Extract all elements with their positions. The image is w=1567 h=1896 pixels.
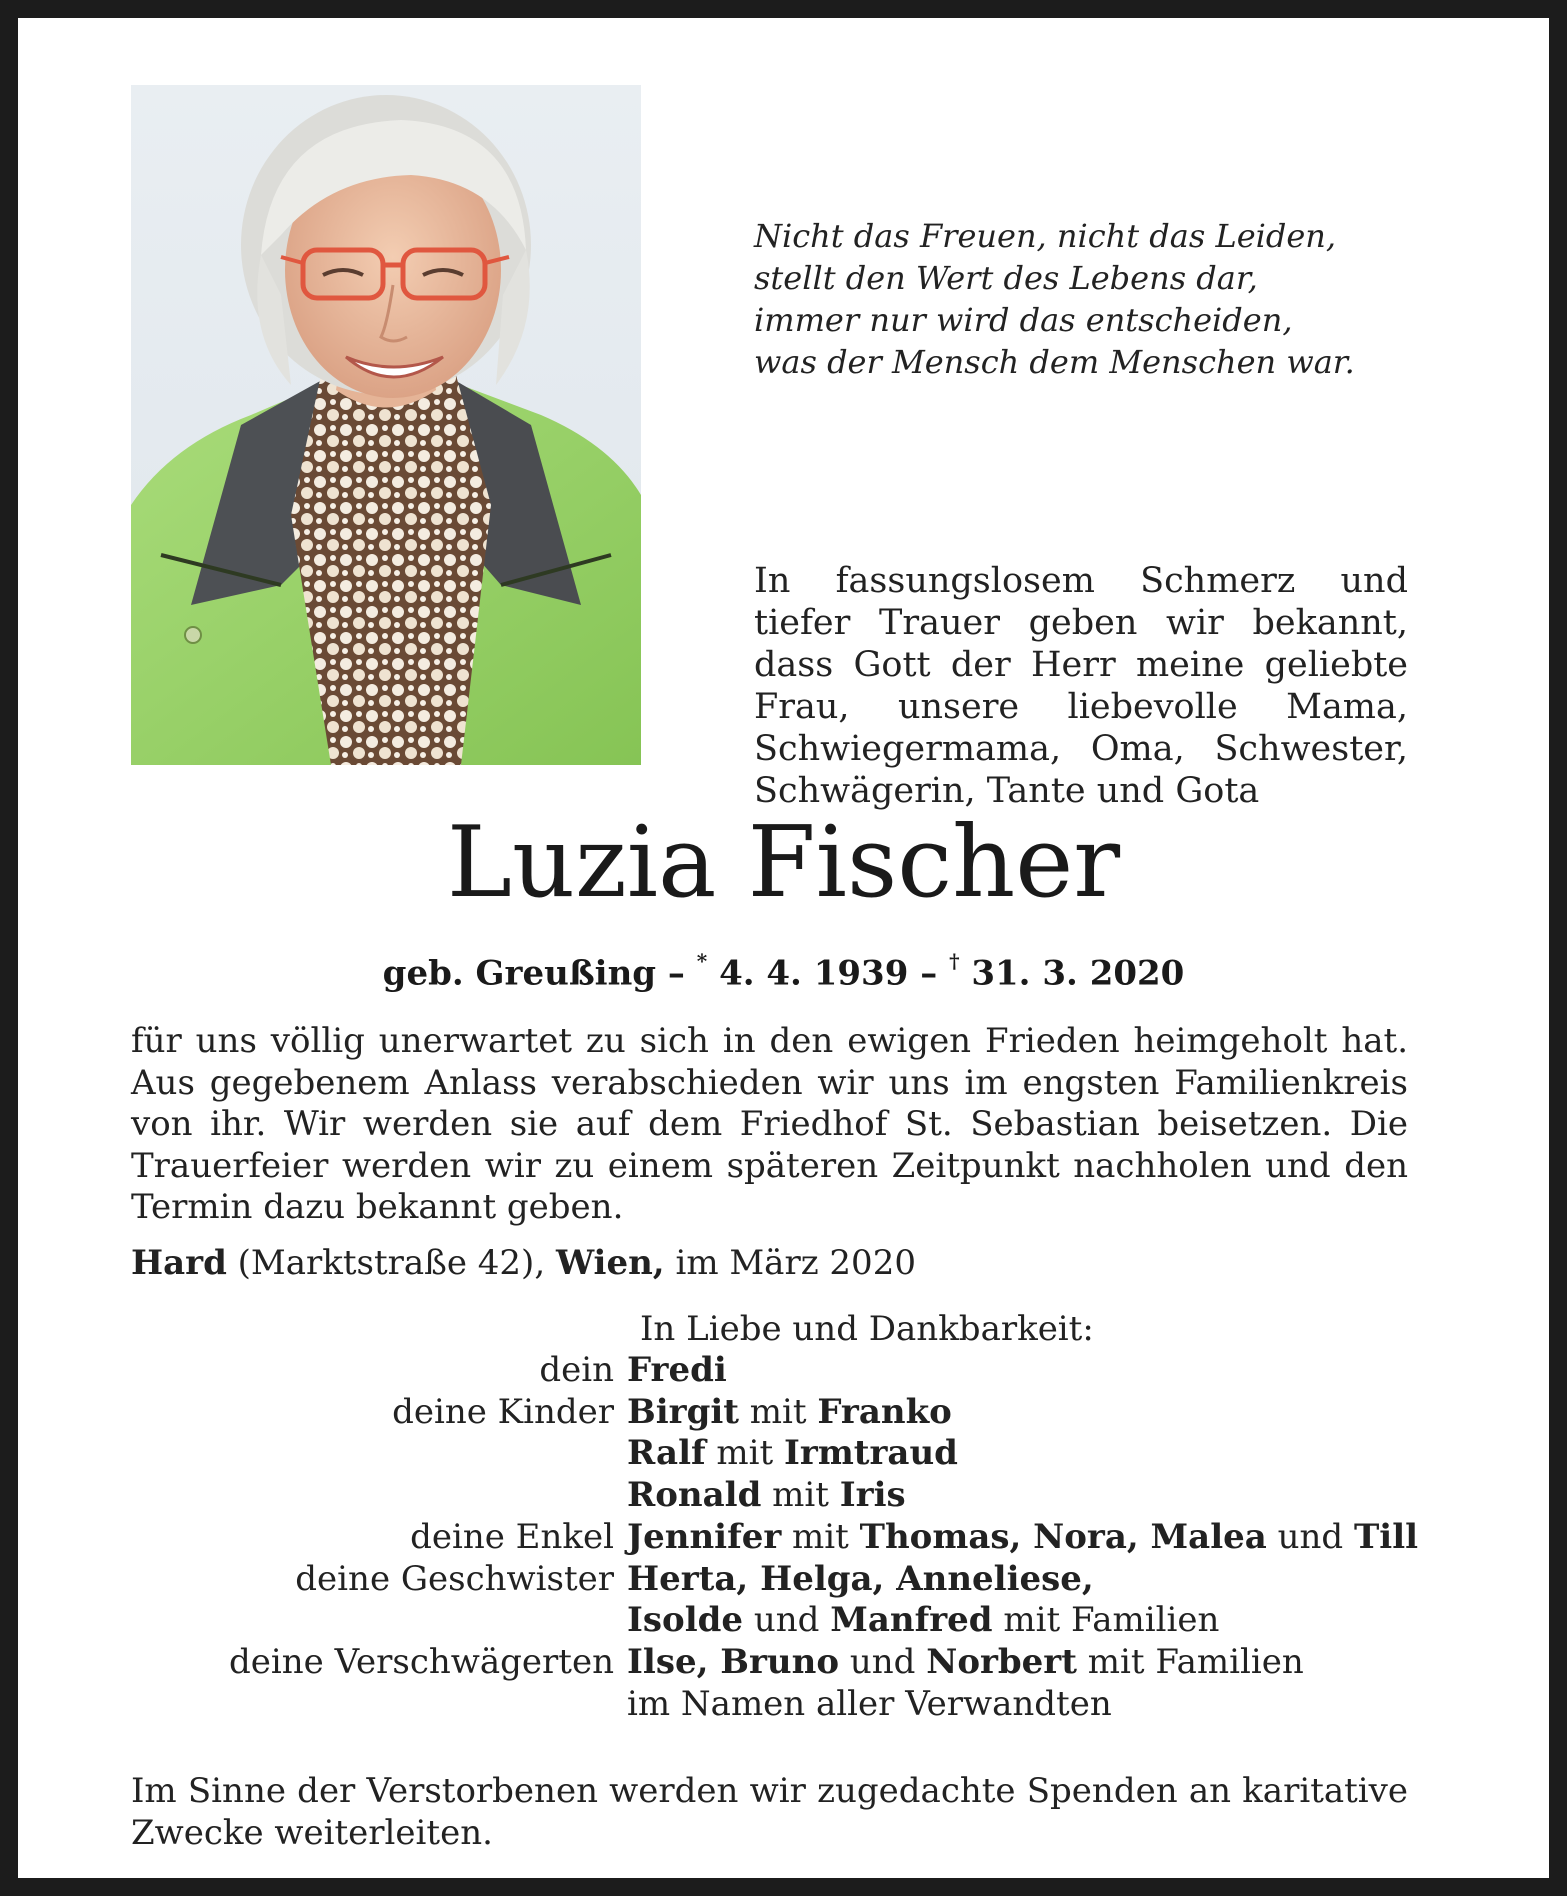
mourner-names: [627, 1600, 1219, 1642]
announcement-intro: In fassungslosem Schmerz und tiefer Trauer geben wir bekannt, dass Gott der Herr meine geliebte Frau, unsere liebevolle Mama, Schwiegermama, Oma, Schwester, Schwägerin, Tante und Gota: [754, 561, 1408, 811]
memorial-poem: [754, 215, 1454, 383]
place-city: Wien,: [555, 1243, 665, 1283]
mourner-names: [627, 1392, 952, 1434]
mourner-connector: und: [743, 1600, 831, 1641]
life-dates: [18, 943, 1549, 995]
place-date-line: [131, 1242, 1131, 1284]
mourner-name: Jennifer: [627, 1516, 782, 1557]
date-separator: –: [908, 953, 950, 994]
mourner-name: Birgit: [627, 1391, 739, 1432]
mourner-name: Fredi: [627, 1350, 727, 1390]
mourner-connector: und: [839, 1641, 927, 1682]
mourner-relation: [131, 1684, 627, 1726]
gratitude-line: In Liebe und Dankbarkeit:: [640, 1309, 1094, 1349]
mourner-name: Irmtraud: [784, 1433, 958, 1474]
poem-line: stellt den Wert des Lebens dar,: [754, 259, 1258, 297]
mourners-list: [131, 1350, 1431, 1725]
mourner-names: [627, 1559, 1094, 1601]
deceased-name: Luzia Fischer: [446, 806, 1121, 920]
place-address: (Marktstraße 42),: [226, 1243, 556, 1283]
mourner-name: Iris: [839, 1475, 906, 1516]
mourner-name: Isolde: [627, 1600, 744, 1641]
mourner-row: [131, 1350, 1431, 1392]
mourner-name: Herta, Helga, Anneliese,: [627, 1558, 1094, 1599]
mourner-names: [627, 1433, 958, 1475]
mourner-name: Till: [1353, 1516, 1419, 1557]
obituary-page: [18, 18, 1549, 1878]
mourner-connector: mit: [705, 1433, 785, 1474]
mourner-connector: mit: [738, 1391, 818, 1432]
announcement-body: für uns völlig unerwartet zu sich in den ewigen Frieden heimgeholt hat. Aus gegebenem Anlass verabschieden wir uns im engsten Familienkreis von ihr. Wir werden sie auf dem Friedhof St. Sebastian beisetzen. Die Trauerfeier werden wir zu einem späteren Zeitpunkt nachholen und den Termin dazu bekannt geben.: [131, 1021, 1408, 1227]
mourner-relation: dein: [539, 1350, 614, 1390]
mourner-names: [627, 1517, 1418, 1559]
mourner-relation: deine Enkel: [410, 1516, 614, 1557]
mourner-row: [131, 1475, 1431, 1517]
birth-star-icon: *: [696, 949, 708, 973]
mourner-row: [131, 1642, 1431, 1684]
mourner-connector: mit Familien: [1076, 1641, 1304, 1682]
poem-line: was der Mensch dem Menschen war.: [754, 343, 1355, 381]
death-date: 31. 3. 2020: [959, 953, 1185, 994]
mourner-names: [627, 1475, 906, 1517]
mourner-row: [131, 1517, 1431, 1559]
mourner-connector: mit: [781, 1516, 860, 1557]
mourner-row: [131, 1600, 1431, 1642]
mourner-relation: deine Geschwister: [295, 1558, 614, 1599]
mourner-names: [627, 1642, 1304, 1684]
mourner-relation: [131, 1475, 627, 1517]
mourner-row: [131, 1392, 1431, 1434]
mourner-connector: mit Familien: [992, 1600, 1220, 1641]
mourner-connector: und: [1266, 1516, 1354, 1557]
place-date: im März 2020: [664, 1243, 916, 1283]
mourner-names: [627, 1350, 727, 1392]
poem-line: immer nur wird das entscheiden,: [754, 301, 1293, 339]
mourner-connector: im Namen aller Verwandten: [627, 1683, 1112, 1724]
mourner-name: Ronald: [627, 1475, 762, 1516]
mourner-row: [131, 1559, 1431, 1601]
mourner-name: Norbert: [926, 1641, 1077, 1682]
poem-line: Nicht das Freuen, nicht das Leiden,: [754, 217, 1337, 255]
maiden-name: geb. Greußing: [382, 953, 657, 994]
date-separator: –: [656, 953, 697, 994]
birth-date: 4. 4. 1939: [707, 953, 909, 994]
mourner-relation: deine Kinder: [392, 1391, 614, 1432]
mourner-name: Franko: [817, 1391, 952, 1432]
donation-note: Im Sinne der Verstorbenen werden wir zugedachte Spenden an karitative Zwecke weiterleiten.: [131, 1771, 1408, 1853]
mourner-relation: [131, 1600, 627, 1642]
mourner-names: [627, 1684, 1112, 1726]
mourner-name: Manfred: [830, 1600, 993, 1641]
portrait-illustration: [131, 85, 641, 765]
mourner-row: [131, 1433, 1431, 1475]
mourner-name: Thomas, Nora, Malea: [859, 1516, 1267, 1557]
mourner-connector: mit: [761, 1475, 840, 1516]
mourner-row: [131, 1684, 1431, 1726]
portrait-photo: [131, 85, 641, 765]
mourner-name: Ralf: [627, 1433, 706, 1474]
death-cross-icon: †: [949, 949, 960, 973]
mourner-relation: [131, 1433, 627, 1475]
mourner-relation: deine Verschwägerten: [229, 1641, 614, 1682]
mourner-name: Ilse, Bruno: [627, 1641, 840, 1682]
place-city: Hard: [131, 1243, 227, 1283]
